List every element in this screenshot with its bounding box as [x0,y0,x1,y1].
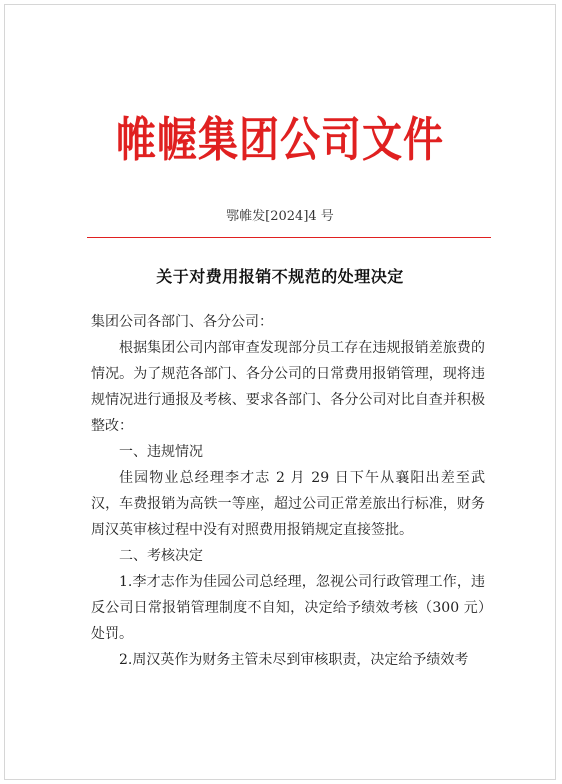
violation-paragraph: 佳园物业总经理李才志 2 月 29 日下午从襄阳出差至武汉，车费报销为高铁一等座，超过公司正常差旅出行标准，财务周汉英审核过程中没有对照费用报销规定直接签批。 [91,470,485,538]
document-header: 帷幄集团公司文件 [116,113,444,168]
document-page [4,4,556,780]
section-heading: 二、考核决定 [119,548,203,564]
document-body [91,309,485,673]
section-heading: 一、违规情况 [119,444,203,460]
decision-item: 2.周汉英作为财务主管未尽到审核职责，决定给予绩效考 [119,652,469,668]
red-divider [87,237,491,238]
intro-paragraph: 根据集团公司内部审查发现部分员工存在违规报销差旅费的情况。为了规范各部门、各分公司的日常费用报销管理，现将违规情况进行通报及考核、要求各部门、各分公司对比自查并积极整改： [91,340,485,434]
salutation: 集团公司各部门、各分公司： [91,314,273,330]
decision-item: 1.李才志作为佳园公司总经理，忽视公司行政管理工作，违反公司日常报销管理制度不自知，决定给予绩效考核（300 元）处罚。 [91,574,485,642]
document-number: 鄂帷发[2024]4 号 [226,209,334,224]
document-title: 关于对费用报销不规范的处理决定 [156,267,404,286]
